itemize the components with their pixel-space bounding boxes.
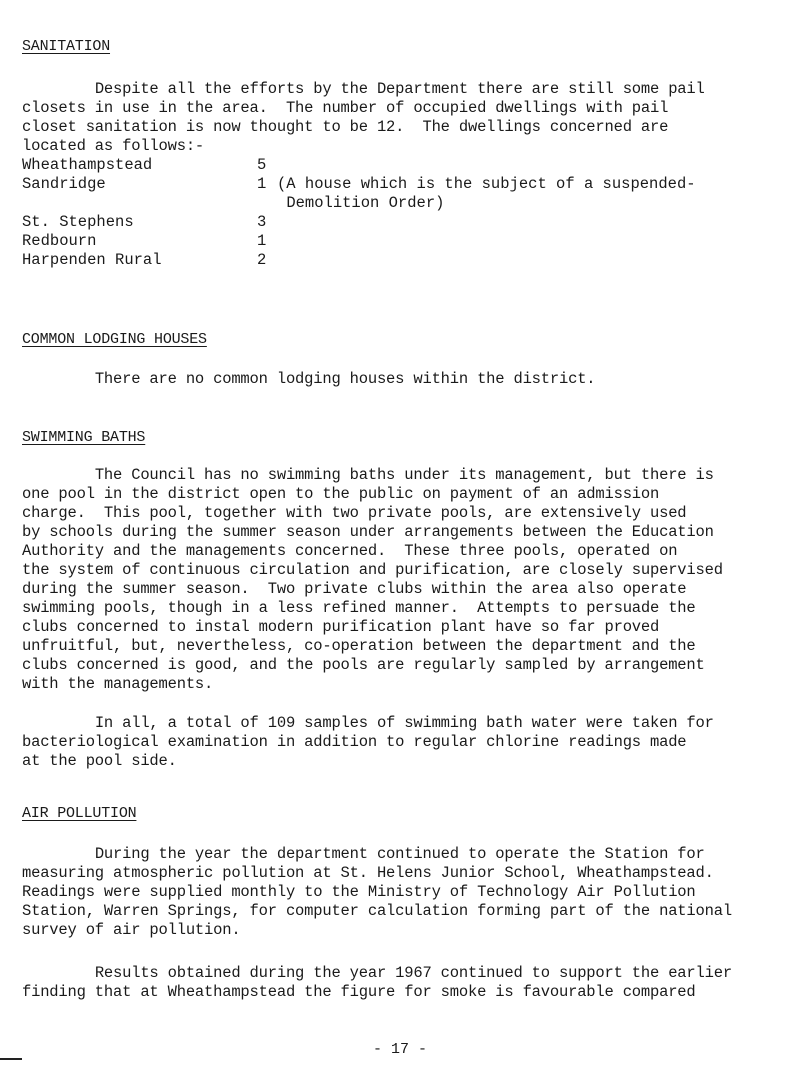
location-note: [277, 156, 782, 175]
page-number: - 17 -: [372, 1041, 427, 1058]
location-note: [277, 213, 782, 232]
location-note: [277, 251, 782, 270]
location-row: [22, 232, 782, 251]
location-count: 2: [257, 251, 267, 269]
common-lodging-paragraph: There are no common lodging houses within the district.: [22, 370, 596, 388]
location-name: Redbourn: [22, 232, 97, 250]
location-note: [277, 232, 782, 251]
location-count: 1: [257, 175, 267, 193]
section-heading-common-lodging: COMMON LODGING HOUSES: [22, 331, 207, 348]
location-name: St. Stephens: [22, 213, 134, 231]
swimming-paragraph-2: In all, a total of 109 samples of swimming bath water were taken for bacteriological examination in addition to regular chlorine readings made at the pool side.: [22, 714, 714, 770]
location-count: 1: [257, 232, 267, 250]
swimming-paragraph-1: The Council has no swimming baths under its management, but there is one pool in the district open to the public on payment of an admission charge. This pool, together with two private pools, are extensively used by schools during the summer season under arrangements between the Education Authority and the managements concerned. These three pools, operated on the system of continuous circulation and purification, are closely supervised during the summer season. Two private clubs within the area also operate swimming pools, though in a less refined manner. Attempts to persuade the clubs concerned to instal modern purification plant have so far proved unfruitful, but, nevertheless, co-operation between the department and the clubs concerned is good, and the pools are regularly sampled by arrangement with the managements.: [22, 466, 723, 693]
location-row: [22, 156, 782, 175]
location-row: [22, 213, 782, 232]
location-row: [22, 175, 782, 213]
location-name: Wheathampstead: [22, 156, 153, 174]
section-heading-air-pollution: AIR POLLUTION: [22, 805, 137, 822]
location-name: Sandridge: [22, 175, 106, 193]
location-name: Harpenden Rural: [22, 251, 162, 269]
location-note: (A house which is the subject of a suspended- Demolition Order): [277, 175, 696, 212]
pail-closet-locations: [22, 156, 782, 270]
air-pollution-paragraph-1: During the year the department continued to operate the Station for measuring atmospheric pollution at St. Helens Junior School, Wheathampstead. Readings were supplied monthly to the Ministry of Technology Air Pollution Station, Warren Springs, for computer calculation forming part of the national survey of air pollution.: [22, 845, 732, 939]
margin-rule: [0, 1058, 22, 1060]
air-pollution-paragraph-2: Results obtained during the year 1967 continued to support the earlier finding that at Wheathampstead the figure for smoke is favourable compared: [22, 964, 732, 1001]
location-count: 3: [257, 213, 267, 231]
sanitation-paragraph: Despite all the efforts by the Department there are still some pail closets in use in the area. The number of occupied dwellings with pail closet sanitation is now thought to be 12. The dwellings concerned are located as follows:-: [22, 80, 705, 155]
section-heading-sanitation: SANITATION: [22, 38, 111, 55]
section-heading-swimming-baths: SWIMMING BATHS: [22, 429, 146, 446]
location-count: 5: [257, 156, 267, 174]
location-row: [22, 251, 782, 270]
